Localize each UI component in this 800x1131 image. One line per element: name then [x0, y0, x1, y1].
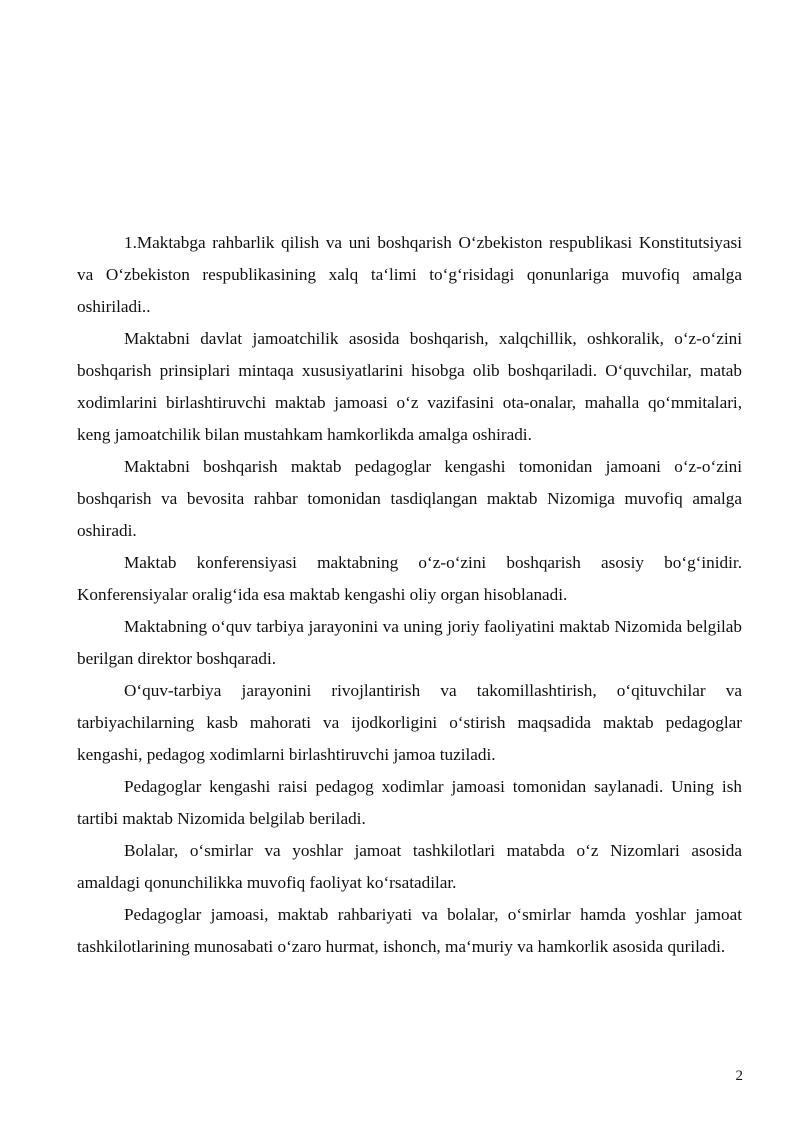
paragraph-4: Maktab konferensiyasi maktabning o‘z-o‘zini boshqarish asosiy bo‘g‘inidir. Konferensiyalar oralig‘ida esa maktab kengashi oliy organ hisoblanadi. [77, 553, 742, 604]
paragraph-1: 1.Maktabga rahbarlik qilish va uni boshqarish O‘zbekiston respublikasi Konstitutsiyasi va O‘zbekiston respublikasining xalq ta‘limi to‘g‘risidagi qonunlariga muvofiq amalga oshiriladi.. [77, 233, 742, 316]
paragraph-5: Maktabning o‘quv tarbiya jarayonini va uning joriy faoliyatini maktab Nizomida belgilab berilgan direktor boshqaradi. [77, 617, 742, 668]
paragraph-3: Maktabni boshqarish maktab pedagoglar kengashi tomonidan jamoani o‘z-o‘zini boshqarish va bevosita rahbar tomonidan tasdiqlangan maktab Nizomiga muvofiq amalga oshiradi. [77, 457, 742, 540]
paragraph-2: Maktabni davlat jamoatchilik asosida boshqarish, xalqchillik, oshkoralik, o‘z-o‘zini boshqarish prinsiplari mintaqa xususiyatlarini hisobga olib boshqariladi. O‘quvchilar, matab xodimlarini birlashtiruvchi maktab jamoasi o‘z vazifasini ota-onalar, mahalla qo‘mmitalari, keng jamoatchilik bilan mustahkam hamkorlikda amalga oshiradi. [77, 329, 742, 444]
document-body [77, 227, 742, 963]
paragraph-8: Bolalar, o‘smirlar va yoshlar jamoat tashkilotlari matabda o‘z Nizomlari asosida amaldagi qonunchilikka muvofiq faoliyat ko‘rsatadilar. [77, 841, 742, 892]
paragraph-7: Pedagoglar kengashi raisi pedagog xodimlar jamoasi tomonidan saylanadi. Uning ish tartibi maktab Nizomida belgilab beriladi. [77, 777, 742, 828]
paragraph-6: O‘quv-tarbiya jarayonini rivojlantirish va takomillashtirish, o‘qituvchilar va tarbiyachilarning kasb mahorati va ijodkorligini o‘stirish maqsadida maktab pedagoglar kengashi, pedagog xodimlarni birlashtiruvchi jamoa tuziladi. [77, 681, 742, 764]
page-number: 2 [735, 1068, 743, 1084]
paragraph-9: Pedagoglar jamoasi, maktab rahbariyati va bolalar, o‘smirlar hamda yoshlar jamoat tashkilotlarining munosabati o‘zaro hurmat, ishonch, ma‘muriy va hamkorlik asosida quriladi. [77, 905, 742, 956]
